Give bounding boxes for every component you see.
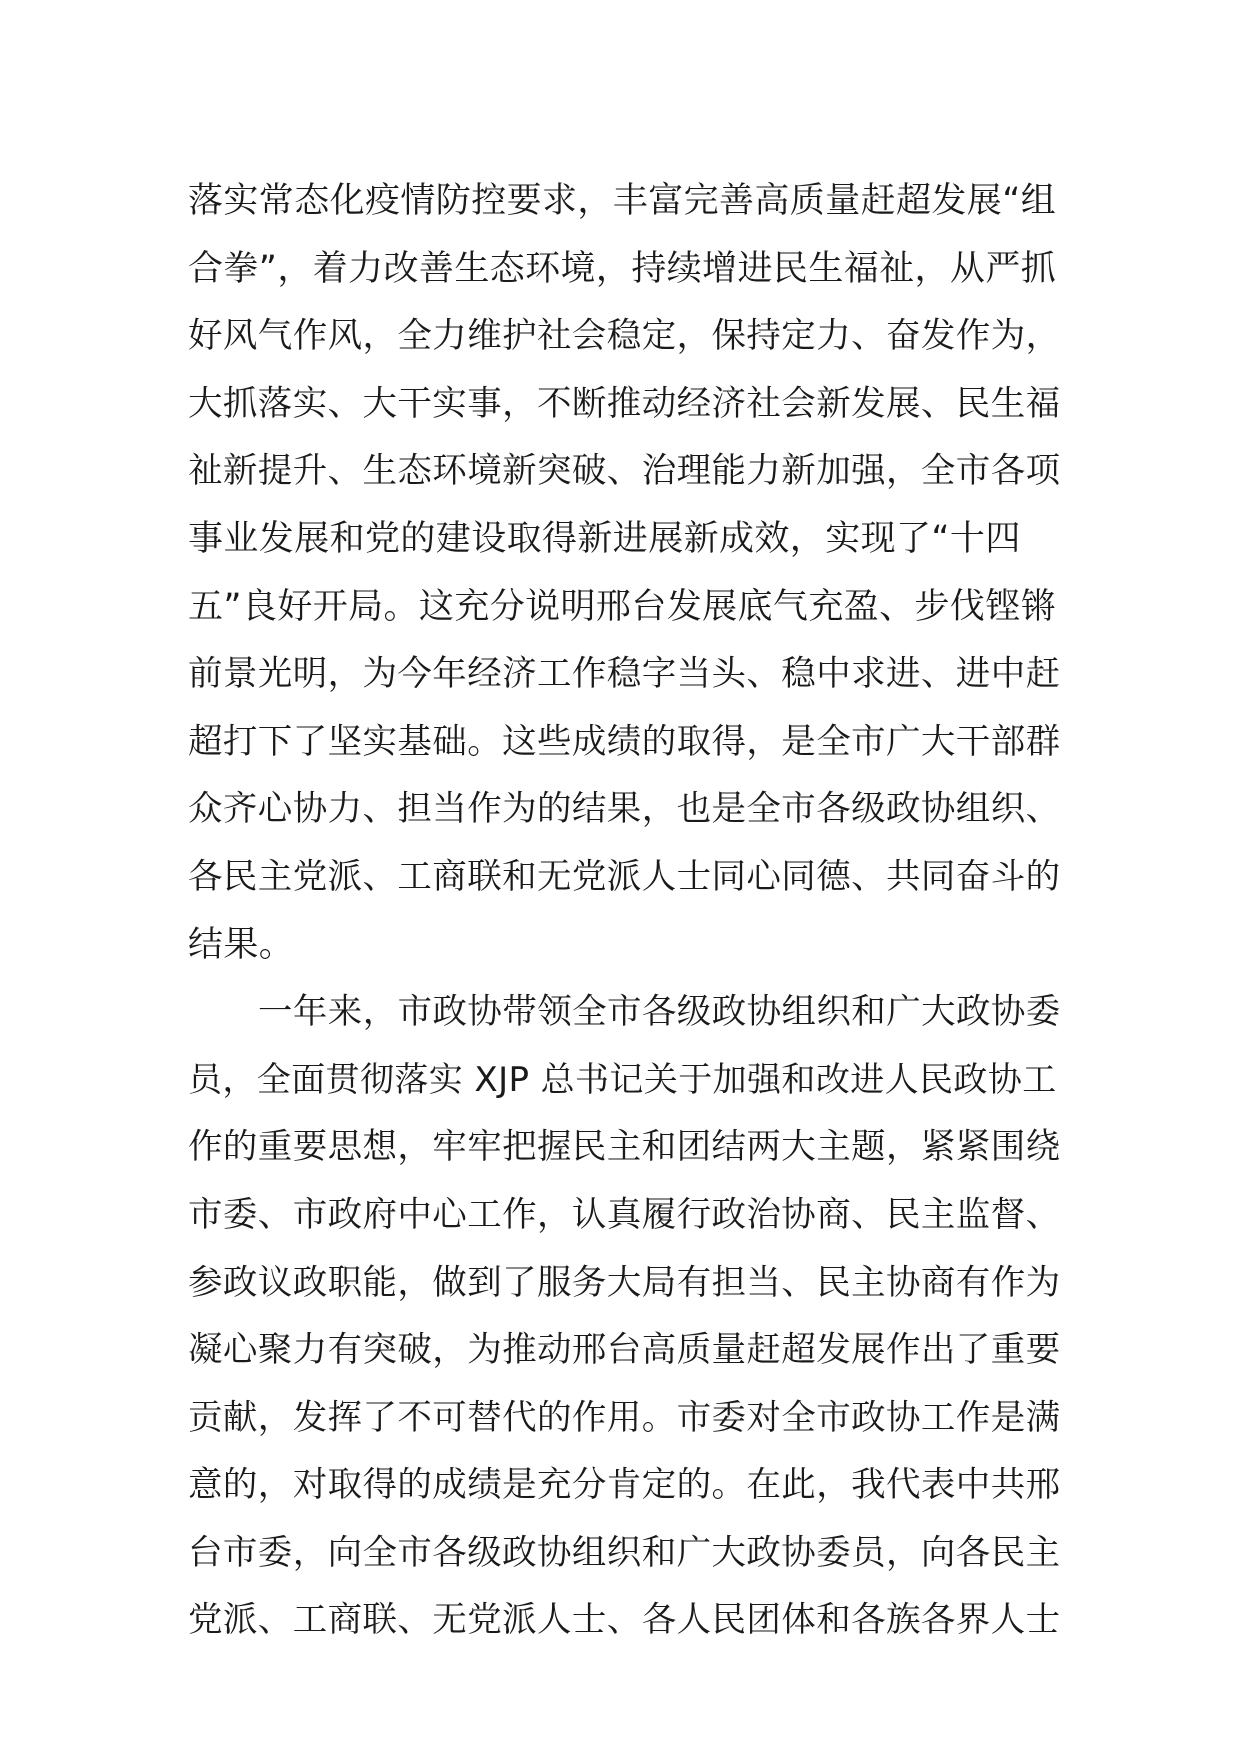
text-line: 意的，对取得的成绩是充分肯定的。在此，我代表中共邢 — [188, 1465, 1061, 1506]
text-line: 结果。 — [188, 924, 295, 965]
text-line: 大抓落实、大干实事，不断推动经济社会新发展、民生福 — [188, 383, 1061, 424]
text-line: 五”良好开局。这充分说明邢台发展底气充盈、步伐铿锵 — [188, 586, 1057, 627]
text-line: 贡献，发挥了不可替代的作用。市委对全市政协工作是满 — [188, 1397, 1061, 1438]
text-line: 各民主党派、工商联和无党派人士同心同德、共同奋斗的 — [188, 856, 1061, 897]
paragraph-start-line: 一年来，市政协带领全市各级政协组织和广大政协委 — [258, 992, 1061, 1033]
text-line: 合拳”，着力改善生态环境，持续增进民生福祉，从严抓 — [188, 248, 1057, 289]
text-line: 凝心聚力有突破，为推动邢台高质量赶超发展作出了重要 — [188, 1330, 1061, 1371]
text-line: 事业发展和党的建设取得新进展新成效，实现了“十四 — [188, 518, 1021, 559]
text-line: 前景光明，为今年经济工作稳字当头、稳中求进、进中赶 — [188, 654, 1061, 695]
text-line: 参政议政职能，做到了服务大局有担当、民主协商有作为 — [188, 1262, 1061, 1303]
text-line: 党派、工商联、无党派人士、各人民团体和各族各界人士 — [188, 1600, 1061, 1641]
text-line: 落实常态化疫情防控要求，丰富完善高质量赶超发展“组 — [188, 181, 1057, 221]
body-text — [188, 168, 1068, 1655]
text-line: 员，全面贯彻落实 XJP 总书记关于加强和改进人民政协工 — [188, 1059, 1057, 1100]
text-line: 超打下了坚实基础。这些成绩的取得，是全市广大干部群 — [188, 721, 1061, 762]
text-line: 祉新提升、生态环境新突破、治理能力新加强，全市各项 — [188, 451, 1061, 492]
text-line: 台市委，向全市各级政协组织和广大政协委员，向各民主 — [188, 1532, 1061, 1573]
text-line: 众齐心协力、担当作为的结果，也是全市各级政协组织、 — [188, 789, 1061, 830]
text-line: 市委、市政府中心工作，认真履行政治协商、民主监督、 — [188, 1194, 1061, 1235]
text-line: 好风气作风，全力维护社会稳定，保持定力、奋发作为， — [188, 316, 1061, 357]
text-line: 作的重要思想，牢牢把握民主和团结两大主题，紧紧围绕 — [188, 1127, 1061, 1168]
